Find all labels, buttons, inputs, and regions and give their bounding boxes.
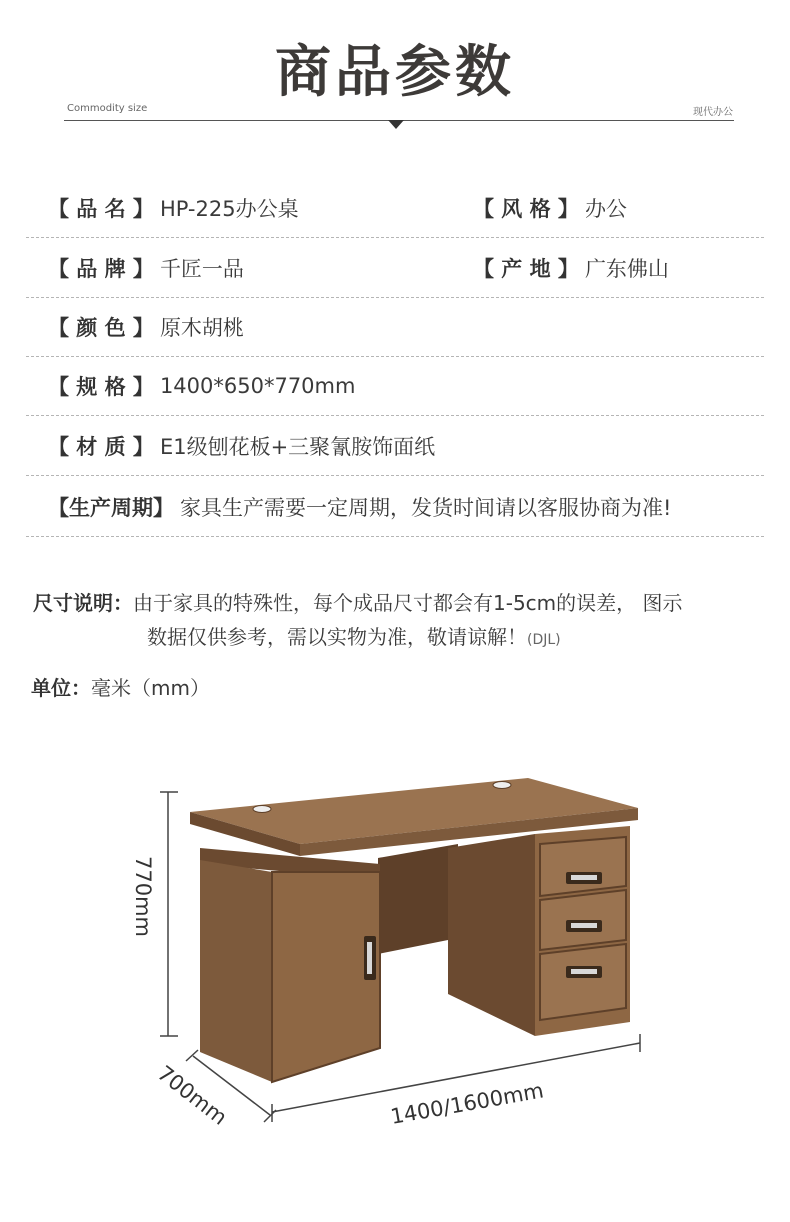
spec-label: 【生产周期】 [48, 495, 174, 520]
size-note-code: (DJL) [527, 632, 561, 648]
subtitle-chinese: 现代办公 [693, 107, 733, 118]
spec-label: 【 规 格 】 [48, 374, 154, 399]
spec-row-name [26, 178, 764, 238]
spec-label: 【 品 牌 】 [48, 256, 154, 281]
unit-value: 毫米（mm） [91, 676, 210, 700]
spec-value: 千匠一品 [159, 256, 244, 281]
spec-value: 办公 [584, 196, 627, 221]
width-label: 1400/1600mm [388, 1078, 546, 1129]
subtitle-english: Commodity size [67, 103, 148, 114]
height-dimension-line [160, 792, 178, 1036]
spec-row-brand [26, 238, 764, 298]
spec-label: 【 材 质 】 [48, 434, 154, 459]
spec-row-size [26, 356, 764, 416]
spec-row-material [26, 416, 764, 476]
grommet-icon [253, 806, 271, 813]
size-note-line1: 由于家具的特殊性，每个成品尺寸都会有1-5cm的误差， 图示 [133, 591, 683, 615]
spec-label: 【 颜 色 】 [48, 315, 154, 340]
unit-label: 单位： [31, 676, 91, 700]
size-note-line2: 数据仅供参考，需以实物为准，敬请谅解！ [147, 625, 527, 649]
spec-value: HP-225办公桌 [159, 196, 299, 221]
spec-label: 【 产 地 】 [473, 256, 579, 281]
spec-value: 1400*650*770mm [159, 373, 356, 398]
spec-label: 【 品 名 】 [48, 196, 154, 221]
size-note-continued [147, 621, 561, 656]
height-label: 770mm [131, 856, 155, 937]
spec-row-production [26, 477, 764, 537]
spec-value: E1级刨花板+三聚氰胺饰面纸 [159, 434, 436, 459]
size-note-label: 尺寸说明： [33, 591, 133, 615]
desk-illustration [0, 760, 790, 1160]
unit-line [31, 672, 210, 704]
spec-row-color [26, 297, 764, 357]
spec-value: 广东佛山 [584, 256, 669, 281]
size-note [33, 587, 683, 619]
header-triangle-icon [388, 120, 404, 129]
spec-value: 原木胡桃 [159, 315, 244, 340]
grommet-icon [493, 782, 511, 789]
spec-value: 家具生产需要一定周期，发货时间请以客服协商为准! [180, 495, 672, 520]
page-title: 商品参数 [275, 40, 515, 105]
desk [190, 778, 638, 1082]
depth-label: 700mm [152, 1061, 232, 1130]
spec-label: 【 风 格 】 [473, 196, 579, 221]
